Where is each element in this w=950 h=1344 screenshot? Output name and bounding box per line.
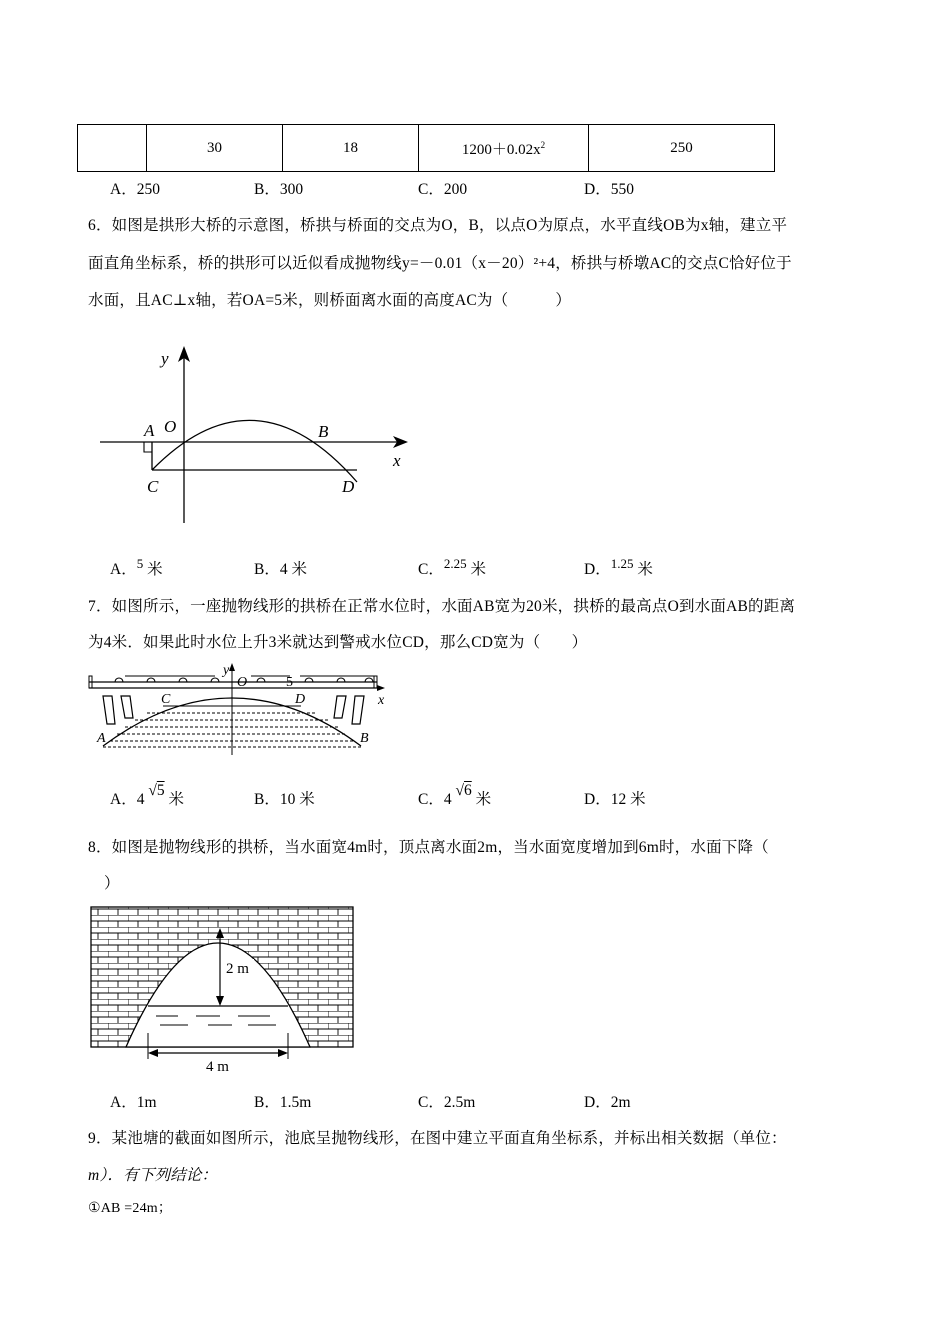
q5-option-a: A．250 — [110, 181, 160, 198]
label-c: C — [147, 477, 159, 496]
sqrt-symbol: √5 — [148, 782, 165, 799]
q8-text-line-1: 8．如图是抛物线形的拱桥，当水面宽4m时，顶点离水面2m，当水面宽度增加到6m时，水面下降（ — [88, 839, 769, 856]
table-cell-expression: 1200＋0.02x — [461, 141, 541, 158]
q6-text-line-1: 6．如图是拱形大桥的示意图，桥拱与桥面的交点为O，B，以点O为原点，水平直线OB为x轴，建立平 — [88, 217, 788, 234]
label-x: x — [393, 451, 401, 470]
label-five: 5 — [286, 675, 293, 690]
label-width: 4 m — [206, 1059, 229, 1075]
q8-bridge-figure — [88, 903, 356, 1075]
option-value: 2.25 — [443, 556, 467, 571]
option-radicand: 6 — [463, 782, 472, 799]
q7-option-d — [584, 787, 646, 809]
q8-option-b: B．1.5m — [254, 1094, 312, 1111]
right-angle-mark — [144, 442, 152, 452]
right-piers — [334, 696, 364, 724]
q8-option-c: C．2.5m — [418, 1094, 476, 1111]
option-prefix: C． — [418, 561, 444, 578]
arrow-head-left — [148, 1049, 158, 1057]
table-cell — [419, 125, 589, 172]
option-unit: 米 — [147, 561, 163, 578]
option-prefix: C． — [418, 791, 444, 808]
option-coefficient: 4 — [443, 791, 452, 808]
q6-option-d — [584, 557, 653, 579]
x-axis-arrow — [377, 685, 385, 691]
q7-option-a — [110, 782, 184, 809]
option-unit: 米 — [475, 791, 492, 808]
option-value: 4 — [279, 561, 288, 578]
q6-option-a — [110, 557, 163, 579]
option-value: 5 — [136, 556, 144, 571]
label-o: O — [237, 675, 248, 690]
q6-text-line-3: 水面，且AC⊥x轴，若OA=5米，则桥面离水面的高度AC为（ ） — [88, 292, 572, 309]
q8-option-d: D．2m — [584, 1094, 631, 1111]
data-table — [77, 124, 775, 172]
y-axis-arrow — [229, 663, 235, 671]
option-radicand: 5 — [156, 782, 165, 799]
option-prefix: B． — [254, 791, 280, 808]
q5-option-c: C．200 — [418, 181, 468, 198]
option-coefficient: 4 — [136, 791, 145, 808]
left-piers — [103, 696, 133, 724]
q9-text-line-1: 9．某池塘的截面如图所示，池底呈抛物线形，在图中建立平面直角坐标系，并标出相关数据（单位： — [88, 1130, 787, 1147]
table-row — [78, 125, 775, 172]
q7-bridge-figure — [85, 660, 395, 760]
option-unit: 米 — [470, 561, 486, 578]
table-cell-exponent: 2 — [540, 139, 546, 150]
table-cell: 18 — [283, 125, 419, 172]
label-y: y — [161, 349, 169, 368]
label-b: B — [360, 731, 369, 746]
option-prefix: D． — [584, 791, 611, 808]
label-d: D — [295, 692, 306, 707]
option-unit: 米 — [168, 791, 184, 808]
q8-text-line-2: ） — [104, 875, 120, 892]
sqrt-symbol: √6 — [455, 782, 472, 799]
label-b: B — [318, 422, 329, 441]
table-cell — [78, 125, 147, 172]
label-c: C — [161, 692, 171, 707]
arrow-head-right — [278, 1049, 288, 1057]
q7-option-c — [418, 782, 492, 809]
option-value: 1.25 — [610, 556, 634, 571]
option-unit: 米 — [637, 561, 653, 578]
option-prefix: A． — [110, 561, 137, 578]
label-a: A — [97, 731, 106, 746]
option-text: 12 米 — [610, 791, 646, 808]
q6-option-b — [254, 557, 307, 579]
q8-option-a: A．1m — [110, 1094, 157, 1111]
q7-text-line-2: 为4米．如果此时水位上升3米就达到警戒水位CD，那么CD宽为（ ） — [88, 634, 588, 651]
label-x: x — [378, 693, 385, 708]
table-cell: 250 — [589, 125, 775, 172]
q5-option-b: B．300 — [254, 181, 304, 198]
label-height: 2 m — [226, 961, 249, 977]
label-d: D — [342, 477, 355, 496]
q6-text-line-2: 面直角坐标系，桥的拱形可以近似看成抛物线y=－0.01（x－20）²+4，桥拱与桥墩AC的交点C恰好位于 — [88, 255, 792, 272]
q9-conclusion-1: ①AB =24m； — [88, 1201, 173, 1216]
q6-bridge-figure — [95, 340, 415, 530]
table-cell: 30 — [147, 125, 283, 172]
q6-option-c — [418, 557, 486, 579]
option-unit: 米 — [291, 561, 307, 578]
label-y: y — [223, 663, 230, 678]
q5-option-d: D．550 — [584, 181, 634, 198]
option-prefix: D． — [584, 561, 611, 578]
option-text: 10 米 — [279, 791, 315, 808]
q9-text-line-2: m）．有下列结论： — [88, 1167, 218, 1184]
q7-text-line-1: 7．如图所示，一座抛物线形的拱桥在正常水位时，水面AB宽为20米，拱桥的最高点O到水面AB的距离 — [88, 598, 796, 615]
option-prefix: A． — [110, 791, 137, 808]
label-a: A — [144, 421, 155, 440]
q7-option-b — [254, 787, 315, 809]
option-prefix: B． — [254, 561, 280, 578]
label-o: O — [164, 417, 177, 436]
